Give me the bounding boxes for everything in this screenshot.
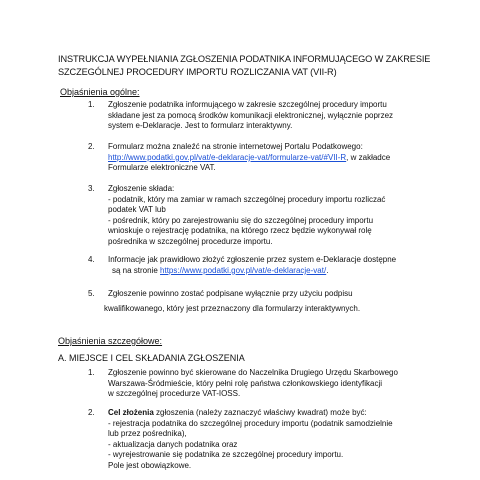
portal-link[interactable]: http://www.podatki.gov.pl/vat/e-deklaracje-vat/formularze-vat/#VII-R [108,152,347,162]
item-line: składane jest za pomocą środków komunikacji elektronicznej, wyłącznie poprzez [108,110,394,120]
item-line: wnioskuje o rejestrację podatnika, na którego rzecz będzie wykonywał rolę [108,226,372,236]
item-number: 4. [88,255,95,264]
item-number: 3. [88,184,95,193]
item-number: 2. [88,408,95,417]
item-line: pośrednika w szczególnej procedurze importu. [108,236,273,246]
item-line: - aktualizacja danych podatnika oraz [108,439,238,449]
item-line: podatek VAT lub [108,205,166,215]
title-line-1: INSTRUKCJA WYPEŁNIANIA ZGŁOSZENIA PODATNIKA INFORMUJĄCEGO W ZAKRESIE [58,54,431,64]
item-line: Zgłoszenie powinno zostać podpisane wyłącznie przy użyciu podpisu [108,289,353,298]
item-text: zgłoszenia (należy zaznaczyć właściwy kwadrat) może być: [153,408,367,417]
item-line: system e-Deklaracje. Jest to formularz interaktywny. [108,121,293,131]
item-number: 5. [88,289,95,298]
general-item-5-continuation [104,304,434,315]
item-line: Zgłoszenie składa: [108,184,175,193]
title-line-2: SZCZEGÓLNEJ PROCEDURY IMPORTU ROZLICZANIA VAT (VII-R) [58,66,337,77]
item-line: lub przez pośrednika), [108,429,187,439]
item-number: 1. [88,368,95,377]
item-line: Formularz można znaleźć na stronie internetowej Portalu Podatkowego: [108,142,363,151]
item-line: Zgłoszenie podatnika informującego w zakresie szczególnej procedury importu [108,100,387,109]
item-line: Zgłoszenie powinno być skierowane do Naczelnika Drugiego Urzędu Skarbowego [108,368,398,377]
item-line: - podatnik, który ma zamiar w ramach szczególnej procedury importu rozliczać [108,194,386,204]
item-line: w szczególnej procedurze VAT-IOSS. [108,389,241,399]
item-line: Formularze elektroniczne VAT. [108,163,216,173]
item-text: , w zakładce [346,152,391,162]
item-number: 1. [88,100,95,109]
item-text: są na stronie [112,265,161,275]
item-bold-text: Cel złożenia [108,408,154,417]
general-heading: Objaśnienia ogólne: [60,87,140,97]
item-line: - pośrednik, który po zarejestrowaniu się do szczególnej procedury importu [108,215,374,225]
e-deklaracje-link[interactable]: https://www.podatki.gov.pl/vat/e-deklaracje-vat/ [160,265,327,275]
item-line: - rejestracja podatnika do szczególnej procedury importu (podatnik samodzielnie [108,418,393,428]
item-line: kwalifikowanego, który jest przeznaczony dla formularzy interaktywnych. [104,304,361,313]
document-title [58,53,438,78]
detailed-heading: Objaśnienia szczegółowe: [58,336,163,346]
section-a-heading: A. MIEJSCE I CEL SKŁADANIA ZGŁOSZENIA [58,353,245,363]
item-line: Informacje jak prawidłowo złożyć zgłoszenie przez system e-Deklaracje dostępne [108,255,397,264]
item-line: Pole jest obowiązkowe. [108,460,192,470]
item-line: Warszawa-Śródmieście, który pełni rolę państwa członkowskiego identyfikacji [108,378,383,388]
item-line: - wyrejestrowanie się podatnika ze szczególnej procedury importu. [108,450,344,460]
item-number: 2. [88,142,95,151]
item-text: . [326,265,329,275]
